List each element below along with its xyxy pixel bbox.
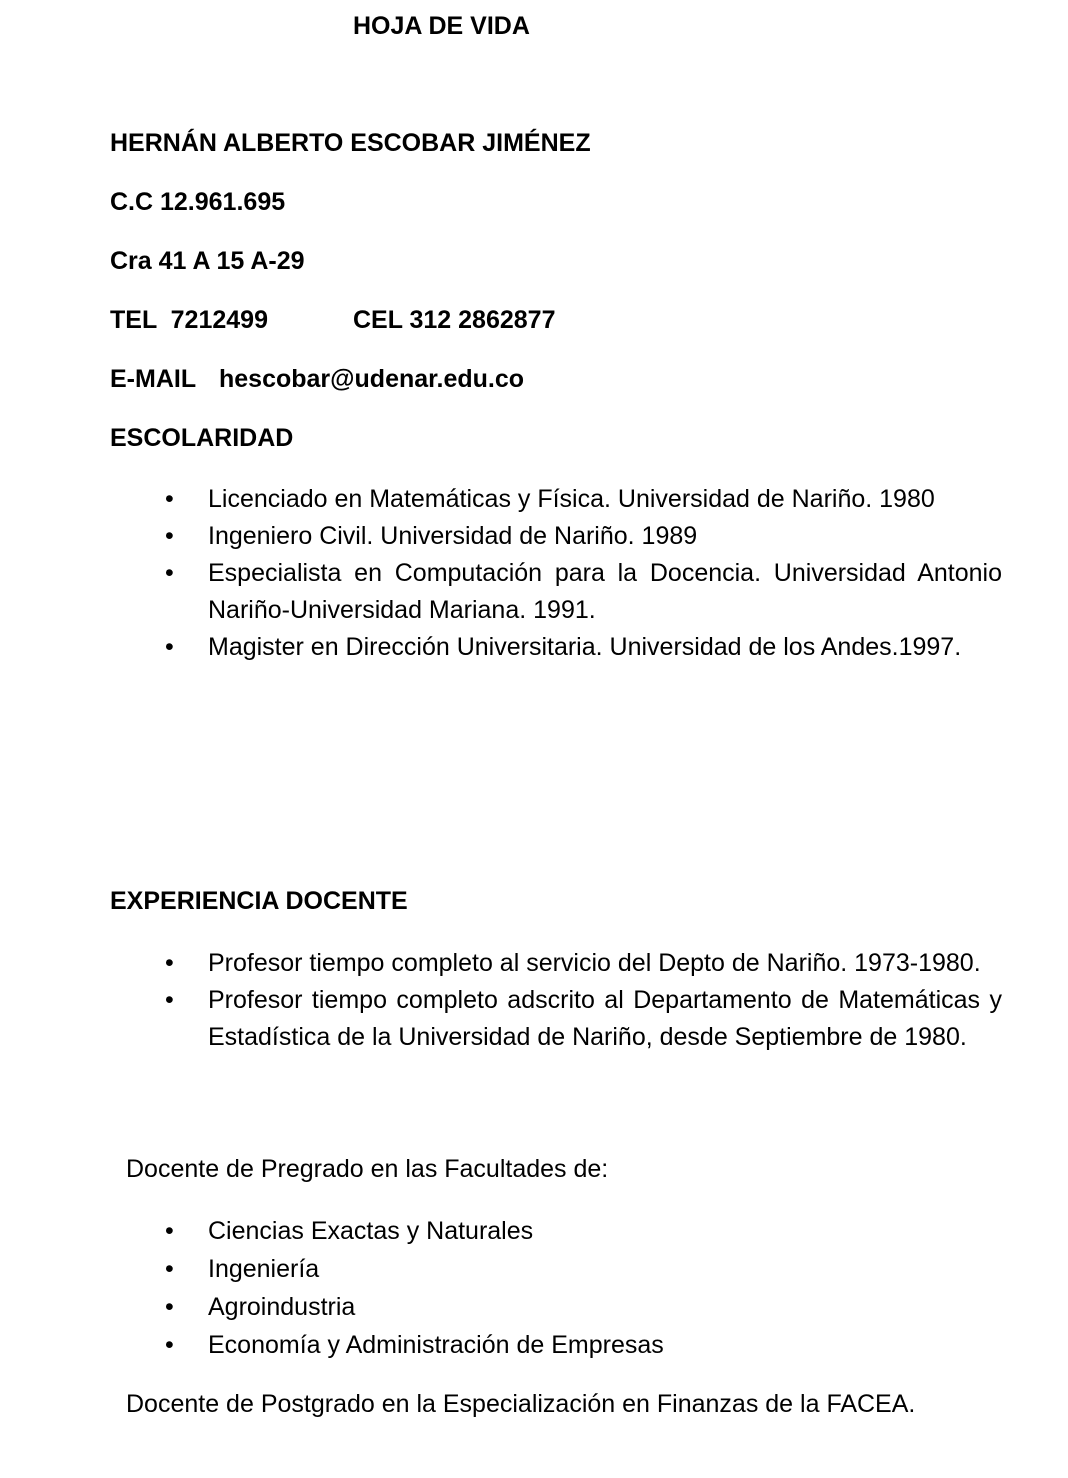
bullet-icon: • xyxy=(165,559,174,587)
document-title: HOJA DE VIDA xyxy=(353,12,530,40)
list-item-text: Ciencias Exactas y Naturales xyxy=(208,1217,534,1245)
bullet-icon: • xyxy=(165,1255,174,1283)
list-item-text: Ingeniería xyxy=(208,1255,320,1283)
bullet-icon: • xyxy=(165,633,174,661)
full-name: HERNÁN ALBERTO ESCOBAR JIMÉNEZ xyxy=(110,129,591,157)
bullet-icon: • xyxy=(165,1217,174,1245)
bullet-icon: • xyxy=(165,986,174,1014)
email-address: hescobar@udenar.edu.co xyxy=(219,365,525,393)
cellphone: CEL 312 2862877 xyxy=(353,306,556,334)
section-heading-escolaridad: ESCOLARIDAD xyxy=(110,424,294,452)
list-item xyxy=(0,1212,534,1250)
list-item xyxy=(0,1250,456,1288)
bullet-icon: • xyxy=(165,485,174,513)
pregrado-intro: Docente de Pregrado en las Facultades de: xyxy=(126,1155,609,1183)
list-item xyxy=(0,982,1002,1056)
email-label: E-MAIL xyxy=(110,365,197,393)
list-item-text: Agroindustria xyxy=(208,1293,356,1321)
list-item xyxy=(0,555,1002,629)
bullet-icon: • xyxy=(165,522,174,550)
list-item xyxy=(0,629,962,666)
list-item xyxy=(0,1326,664,1364)
postgrado-statement: Docente de Postgrado en la Especialización en Finanzas de la FACEA. xyxy=(126,1390,916,1418)
list-item xyxy=(0,481,935,518)
facultades-list xyxy=(0,1212,664,1364)
bullet-icon: • xyxy=(165,1293,174,1321)
escolaridad-list xyxy=(0,481,1002,666)
bullet-icon: • xyxy=(165,949,174,977)
telephone: TEL 7212499 xyxy=(110,306,268,334)
list-item-text: Profesor tiempo completo al servicio del Depto de Nariño. 1973-1980. xyxy=(208,949,981,977)
list-item-text: Economía y Administración de Empresas xyxy=(208,1331,664,1359)
experiencia-list xyxy=(0,945,1002,1056)
list-item-text: Especialista en Computación para la Docencia. Universidad Antonio Nariño-Universidad Mariana. 1991. xyxy=(208,559,1002,624)
bullet-icon: • xyxy=(165,1331,174,1359)
list-item-text: Ingeniero Civil. Universidad de Nariño. 1989 xyxy=(208,522,698,550)
list-item xyxy=(0,1288,456,1326)
address: Cra 41 A 15 A-29 xyxy=(110,247,305,275)
section-heading-experiencia: EXPERIENCIA DOCENTE xyxy=(110,887,408,915)
id-number: C.C 12.961.695 xyxy=(110,188,286,216)
list-item xyxy=(0,518,794,555)
list-item-text: Licenciado en Matemáticas y Física. Universidad de Nariño. 1980 xyxy=(208,485,935,513)
list-item-text: Profesor tiempo completo adscrito al Departamento de Matemáticas y Estadística de la Universidad de Nariño, desde Septiembre de 1980. xyxy=(208,986,1002,1051)
list-item-text: Magister en Dirección Universitaria. Universidad de los Andes.1997. xyxy=(208,633,962,661)
list-item xyxy=(0,945,981,982)
